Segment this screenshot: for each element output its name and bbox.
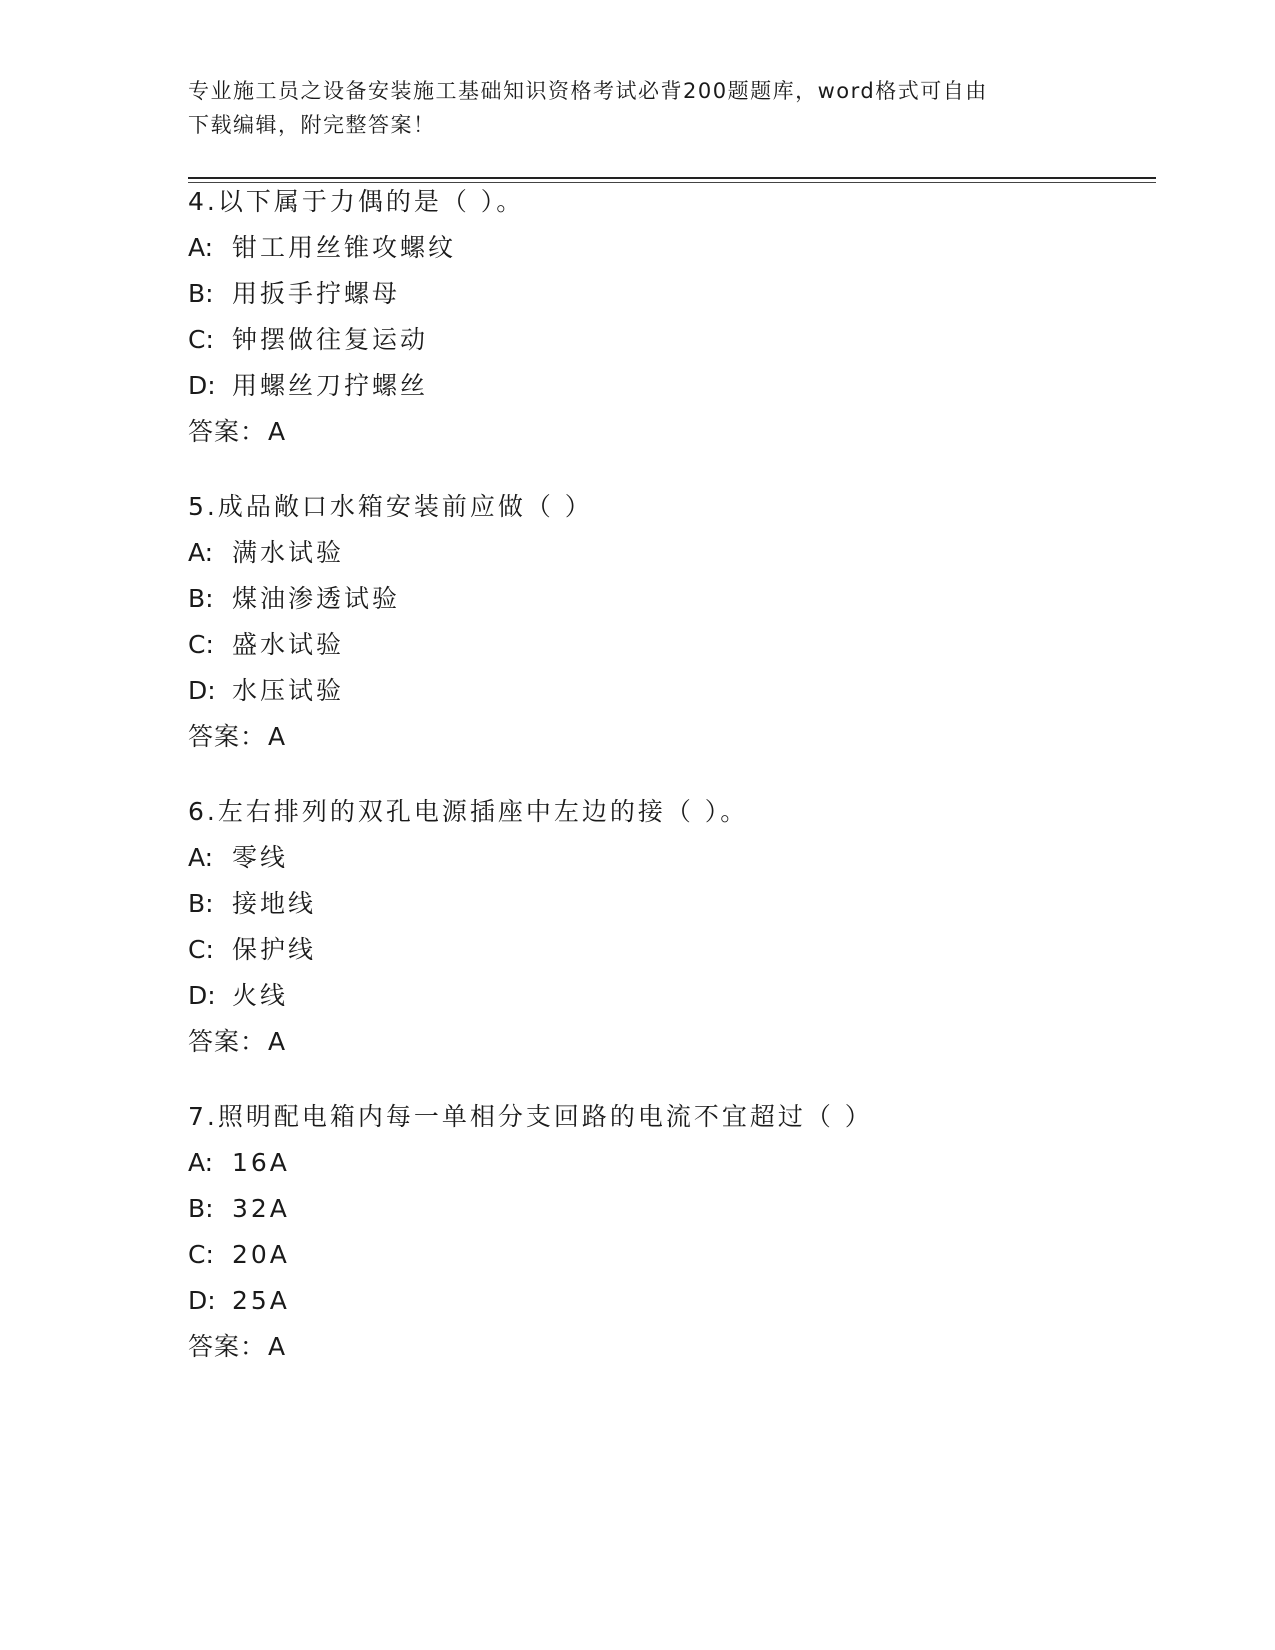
answer-label: 答案：: [188, 1027, 267, 1056]
header-line-1: 专业施工员之设备安装施工基础知识资格考试必背200题题库，word格式可自由: [188, 79, 988, 103]
option-text: 用扳手拧螺母: [232, 279, 401, 308]
option-text: 水压试验: [232, 676, 345, 705]
answer-value: A: [268, 1332, 287, 1361]
option-c: [188, 927, 1138, 973]
option-letter: D:: [188, 1286, 216, 1315]
answer-value: A: [268, 417, 287, 446]
header-line-2: 下载编辑，附完整答案！: [188, 113, 436, 137]
option-letter: B:: [188, 279, 214, 308]
option-text: 25A: [232, 1286, 290, 1315]
question-block: [188, 789, 1138, 1065]
answer-label: 答案：: [188, 1332, 267, 1361]
document-header: [188, 74, 1088, 142]
option-letter: B:: [188, 584, 214, 613]
option-d: [188, 668, 1138, 714]
option-letter: A:: [188, 233, 214, 262]
answer-line: [188, 1324, 1138, 1370]
answer-label: 答案：: [188, 722, 267, 751]
option-letter: A:: [188, 1148, 214, 1177]
option-text: 32A: [232, 1194, 290, 1223]
answer-line: [188, 714, 1138, 760]
option-text: 盛水试验: [232, 630, 345, 659]
option-letter: A:: [188, 843, 214, 872]
option-letter: B:: [188, 1194, 214, 1223]
option-d: [188, 1278, 1138, 1324]
option-letter: C:: [188, 1240, 214, 1269]
option-letter: D:: [188, 371, 216, 400]
option-letter: C:: [188, 630, 214, 659]
option-text: 零线: [232, 843, 289, 872]
option-text: 接地线: [232, 889, 317, 918]
option-text: 保护线: [232, 935, 317, 964]
option-a: [188, 1140, 1138, 1186]
option-text: 满水试验: [232, 538, 345, 567]
option-c: [188, 1232, 1138, 1278]
option-letter: D:: [188, 676, 216, 705]
answer-label: 答案：: [188, 417, 267, 446]
question-block: [188, 1094, 1138, 1370]
answer-line: [188, 409, 1138, 455]
question-stem: 7.照明配电箱内每一单相分支回路的电流不宜超过（ ）: [188, 1102, 873, 1131]
option-b: [188, 576, 1138, 622]
option-b: [188, 1186, 1138, 1232]
question-stem: 6.左右排列的双孔电源插座中左边的接（ ）。: [188, 797, 749, 826]
option-text: 火线: [232, 981, 289, 1010]
option-c: [188, 317, 1138, 363]
answer-line: [188, 1019, 1138, 1065]
answer-value: A: [268, 722, 287, 751]
option-letter: B:: [188, 889, 214, 918]
option-d: [188, 363, 1138, 409]
option-c: [188, 622, 1138, 668]
option-a: [188, 530, 1138, 576]
option-a: [188, 835, 1138, 881]
option-text: 用螺丝刀拧螺丝: [232, 371, 429, 400]
option-letter: A:: [188, 538, 214, 567]
option-a: [188, 225, 1138, 271]
question-stem: 5.成品敞口水箱安装前应做（ ）: [188, 492, 593, 521]
option-text: 20A: [232, 1240, 290, 1269]
option-letter: C:: [188, 935, 214, 964]
option-text: 钟摆做往复运动: [232, 325, 429, 354]
option-text: 16A: [232, 1148, 290, 1177]
option-b: [188, 881, 1138, 927]
option-text: 煤油渗透试验: [232, 584, 401, 613]
option-b: [188, 271, 1138, 317]
question-block: [188, 484, 1138, 760]
question-stem: 4.以下属于力偶的是（ ）。: [188, 187, 525, 216]
option-letter: D:: [188, 981, 216, 1010]
option-letter: C:: [188, 325, 214, 354]
answer-value: A: [268, 1027, 287, 1056]
question-block: [188, 179, 1138, 455]
option-d: [188, 973, 1138, 1019]
option-text: 钳工用丝锥攻螺纹: [232, 233, 457, 262]
